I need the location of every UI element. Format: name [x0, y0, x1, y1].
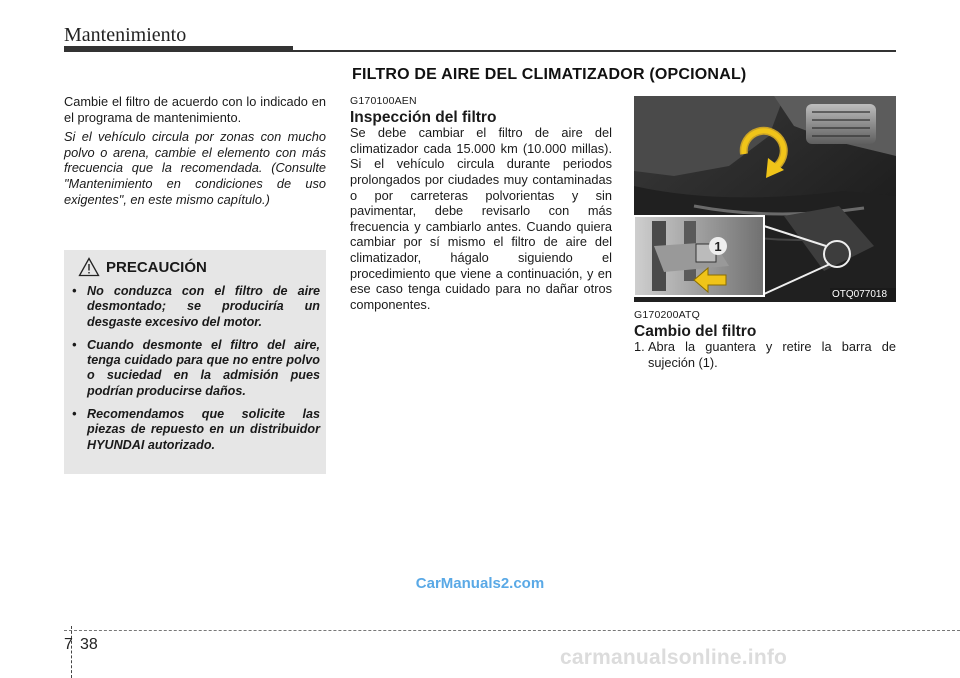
caution-item: • Recomendamos que solicite las piezas de repuesto en un distribuidor HYUNDAI autorizado. — [72, 407, 320, 453]
column-left — [64, 94, 326, 207]
watermark-link[interactable]: CarManuals2.com — [415, 575, 545, 592]
footer-rule — [64, 630, 960, 631]
header-bar — [64, 46, 293, 52]
figure-callout-label: 1 — [714, 239, 722, 254]
section-number: 7 — [64, 636, 73, 653]
inspection-body: Se debe cambiar el filtro de aire del climatizador cada 15.000 km (10.000 millas). Si el vehículo circula durante periodos prolongados por ciudades muy contaminadas o por carreteras polvorientas y sin pavimentar, debe revisarlo con más frecuencia y cambiarlo antes. Cuando quiera cambiar por sí mismo el filtro de aire del climatizador, hágalo siguiendo el procedimiento que viene a continuación, y en ese caso tenga cuidado para no dañar otros componentes. — [350, 125, 612, 312]
figure-code: OTQ077018 — [832, 289, 888, 300]
caution-item: • Cuando desmonte el filtro del aire, tenga cuidado para que no entre polvo o suciedad en la admisión pues podrían producirse daños. — [72, 338, 320, 399]
intro-paragraph: Cambie el filtro de acuerdo con lo indicado en el programa de mantenimiento. — [64, 94, 326, 125]
caution-item: • No conduzca con el filtro de aire desmontado; se produciría un desgaste excesivo del motor. — [72, 284, 320, 330]
caution-header — [78, 257, 207, 277]
glovebox-photo — [634, 96, 896, 302]
caution-list — [72, 284, 320, 461]
chapter-title: Mantenimiento — [64, 24, 187, 46]
caution-heading: PRECAUCIÓN — [106, 258, 207, 276]
column-right — [634, 308, 896, 370]
page-number — [64, 636, 98, 654]
page-number-value: 38 — [80, 636, 98, 653]
step-number: 1. — [634, 339, 645, 355]
dusty-conditions-paragraph: Si el vehículo circula por zonas con mucho polvo o arena, cambie el elemento con más frecuencia que la recomendada. (Consulte "Mantenimiento en condiciones de uso exigentes", en este mismo capítulo.) — [64, 129, 326, 207]
inspection-code: G170100AEN — [350, 95, 417, 107]
column-middle — [350, 94, 612, 312]
step-text: Abra la guantera y retire la barra de sujeción (1). — [648, 339, 896, 370]
inspection-heading: Inspección del filtro — [350, 108, 497, 126]
section-title: FILTRO DE AIRE DEL CLIMATIZADOR (OPCIONAL) — [352, 66, 747, 83]
warning-triangle-icon — [78, 257, 100, 277]
caution-box — [64, 250, 326, 474]
step-item — [634, 339, 896, 370]
site-watermark: carmanualsonline.info — [560, 646, 788, 669]
header-rule — [293, 50, 896, 52]
glovebox-illustration — [634, 96, 896, 302]
replacement-code: G170200ATQ — [634, 309, 701, 321]
replacement-heading: Cambio del filtro — [634, 322, 757, 340]
